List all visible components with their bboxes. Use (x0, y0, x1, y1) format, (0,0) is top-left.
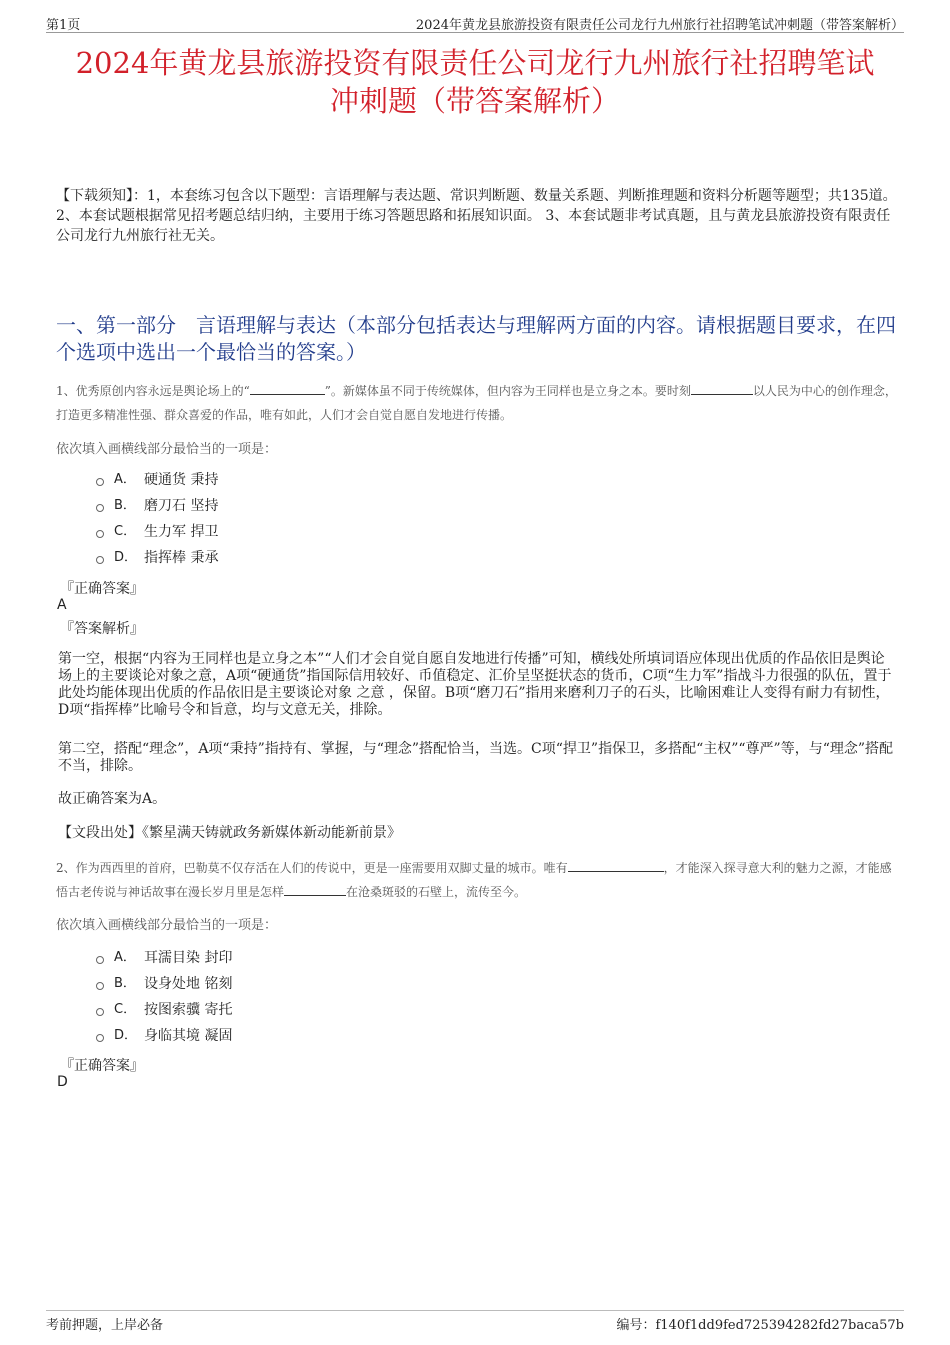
download-notice: 【下载须知】：1，本套练习包含以下题型：言语理解与表达题、常识判断题、数量关系题、判断推理题和资料分析题等题型；共135道。 2、本套试题根据常见招考题总结归纳，主要用于练习答题思路和拓展知识面。 3、本套试题非考试真题，且与黄龙县旅游投资有限责任公司龙行九州旅行社无关。 (56, 188, 897, 244)
option-text: 生力军 捍卫 (144, 524, 219, 540)
footer-slogan: 考前押题，上岸必备 (46, 1318, 164, 1333)
q1-prompt: 依次填入画横线部分最恰当的一项是： (56, 442, 278, 457)
q2-part2: ，才能深入探寻意大利的魅力之源，才能感悟古老传说与神话故事在漫长岁月里是怎样 (56, 861, 892, 899)
q1-answer-label: 『正确答案』 (60, 581, 144, 597)
q2-option-d[interactable] (96, 1023, 232, 1049)
question-1-text (56, 379, 898, 427)
q1-option-a[interactable] (96, 467, 218, 493)
option-text: 硬通货 秉持 (144, 472, 219, 488)
option-letter: D． (114, 1028, 138, 1043)
q1-blank-1 (250, 382, 325, 395)
page-header (46, 14, 904, 33)
q1-option-d[interactable] (96, 545, 218, 571)
option-letter: C． (114, 524, 137, 539)
option-letter: A． (114, 472, 136, 487)
q2-option-b[interactable] (96, 971, 232, 997)
radio-icon[interactable] (96, 504, 104, 512)
option-text: 按图索骥 寄托 (144, 1002, 233, 1018)
option-letter: A． (114, 950, 136, 965)
option-text: 身临其境 凝固 (144, 1028, 233, 1044)
option-text: 指挥棒 秉承 (144, 550, 219, 566)
q2-prompt: 依次填入画横线部分最恰当的一项是： (56, 918, 278, 933)
q1-analysis-label: 『答案解析』 (60, 621, 144, 637)
radio-icon[interactable] (96, 956, 104, 964)
option-text: 设身处地 铭刻 (144, 976, 233, 992)
q1-option-b[interactable] (96, 493, 218, 519)
q1-analysis-p3: 故正确答案为A。 (58, 791, 167, 807)
radio-icon[interactable] (96, 1008, 104, 1016)
q1-part1: 1、优秀原创内容永远是舆论场上的“ (56, 384, 250, 398)
q1-analysis-p2: 第二空，搭配“理念”，A项“秉持”指持有、掌握，与“理念”搭配恰当，当选。C项“捍卫”指保卫，多搭配“主权”“尊严”等，与“理念”搭配不当，排除。 (58, 741, 894, 774)
title-line-2: 冲刺题（带答案解析） (329, 84, 620, 118)
option-letter: C． (114, 1002, 137, 1017)
q2-options (96, 945, 232, 1049)
option-text: 耳濡目染 封印 (144, 950, 233, 966)
radio-icon[interactable] (96, 982, 104, 990)
q2-option-c[interactable] (96, 997, 232, 1023)
header-doc-title: 2024年黄龙县旅游投资有限责任公司龙行九州旅行社招聘笔试冲刺题（带答案解析） (415, 18, 904, 33)
radio-icon[interactable] (96, 478, 104, 486)
section-title: 一、第一部分 言语理解与表达（本部分包括表达与理解两方面的内容。请根据题目要求，在四个选项中选出一个最恰当的答案。） (56, 313, 896, 364)
option-letter: B． (114, 498, 136, 513)
q1-part3: 以人民为中心的创作理念，打造更多精准性强、群众喜爱的作品，唯有如此，人们才会自觉自愿自发地进行传播。 (56, 384, 897, 422)
q2-part3: 在沧桑斑驳的石壁上，流传至今。 (346, 885, 527, 899)
footer-divider (46, 1310, 904, 1311)
q1-part2: ”。新媒体虽不同于传统媒体，但内容为王同样也是立身之本。要时刻 (324, 384, 691, 398)
q2-part1: 2、作为西西里的首府，巴勒莫不仅存活在人们的传说中，更是一座需要用双脚丈量的城市。唯有 (56, 861, 568, 875)
q1-answer: A (57, 597, 67, 613)
q1-blank-2 (691, 382, 753, 395)
radio-icon[interactable] (96, 556, 104, 564)
footer-serial: 编号：f140f1dd9fed725394282fd27baca57b (616, 1318, 904, 1333)
option-letter: B． (114, 976, 136, 991)
option-letter: D． (114, 550, 138, 565)
q2-blank-2 (284, 883, 346, 896)
q2-blank-1 (568, 859, 664, 872)
q2-answer: D (57, 1074, 68, 1090)
option-text: 磨刀石 坚持 (144, 498, 219, 514)
title-line-1: 2024年黄龙县旅游投资有限责任公司龙行九州旅行社招聘笔试 (75, 46, 875, 80)
page-number: 第1页 (46, 18, 81, 33)
q1-analysis-p1: 第一空，根据“内容为王同样也是立身之本”“人们才会自觉自愿自发地进行传播”可知，横线处所填词语应体现出优质的作品依旧是舆论场上的主要谈论对象之意，A项“硬通货”指国际信用较好、币值稳定、汇价呈坚挺状态的货币，C项“生力军”指战斗力很强的队伍，置于此处均能体现出优质的作品依旧是主要谈论对象 之意 ，保留。B项“磨刀石”指用来磨利刀子的石头，比喻困难让人变得有耐力有韧性，D项“指挥棒”比喻号令和旨意，均与文意无关，排除。 (58, 651, 892, 718)
q1-source: 【文段出处】《繁星满天铸就政务新媒体新动能新前景》 (58, 825, 401, 841)
q2-option-a[interactable] (96, 945, 232, 971)
radio-icon[interactable] (96, 1034, 104, 1042)
radio-icon[interactable] (96, 530, 104, 538)
question-2-text (56, 856, 898, 904)
document-title (40, 44, 910, 120)
q1-options (96, 467, 218, 571)
q1-option-c[interactable] (96, 519, 218, 545)
q2-answer-label: 『正确答案』 (60, 1058, 144, 1074)
